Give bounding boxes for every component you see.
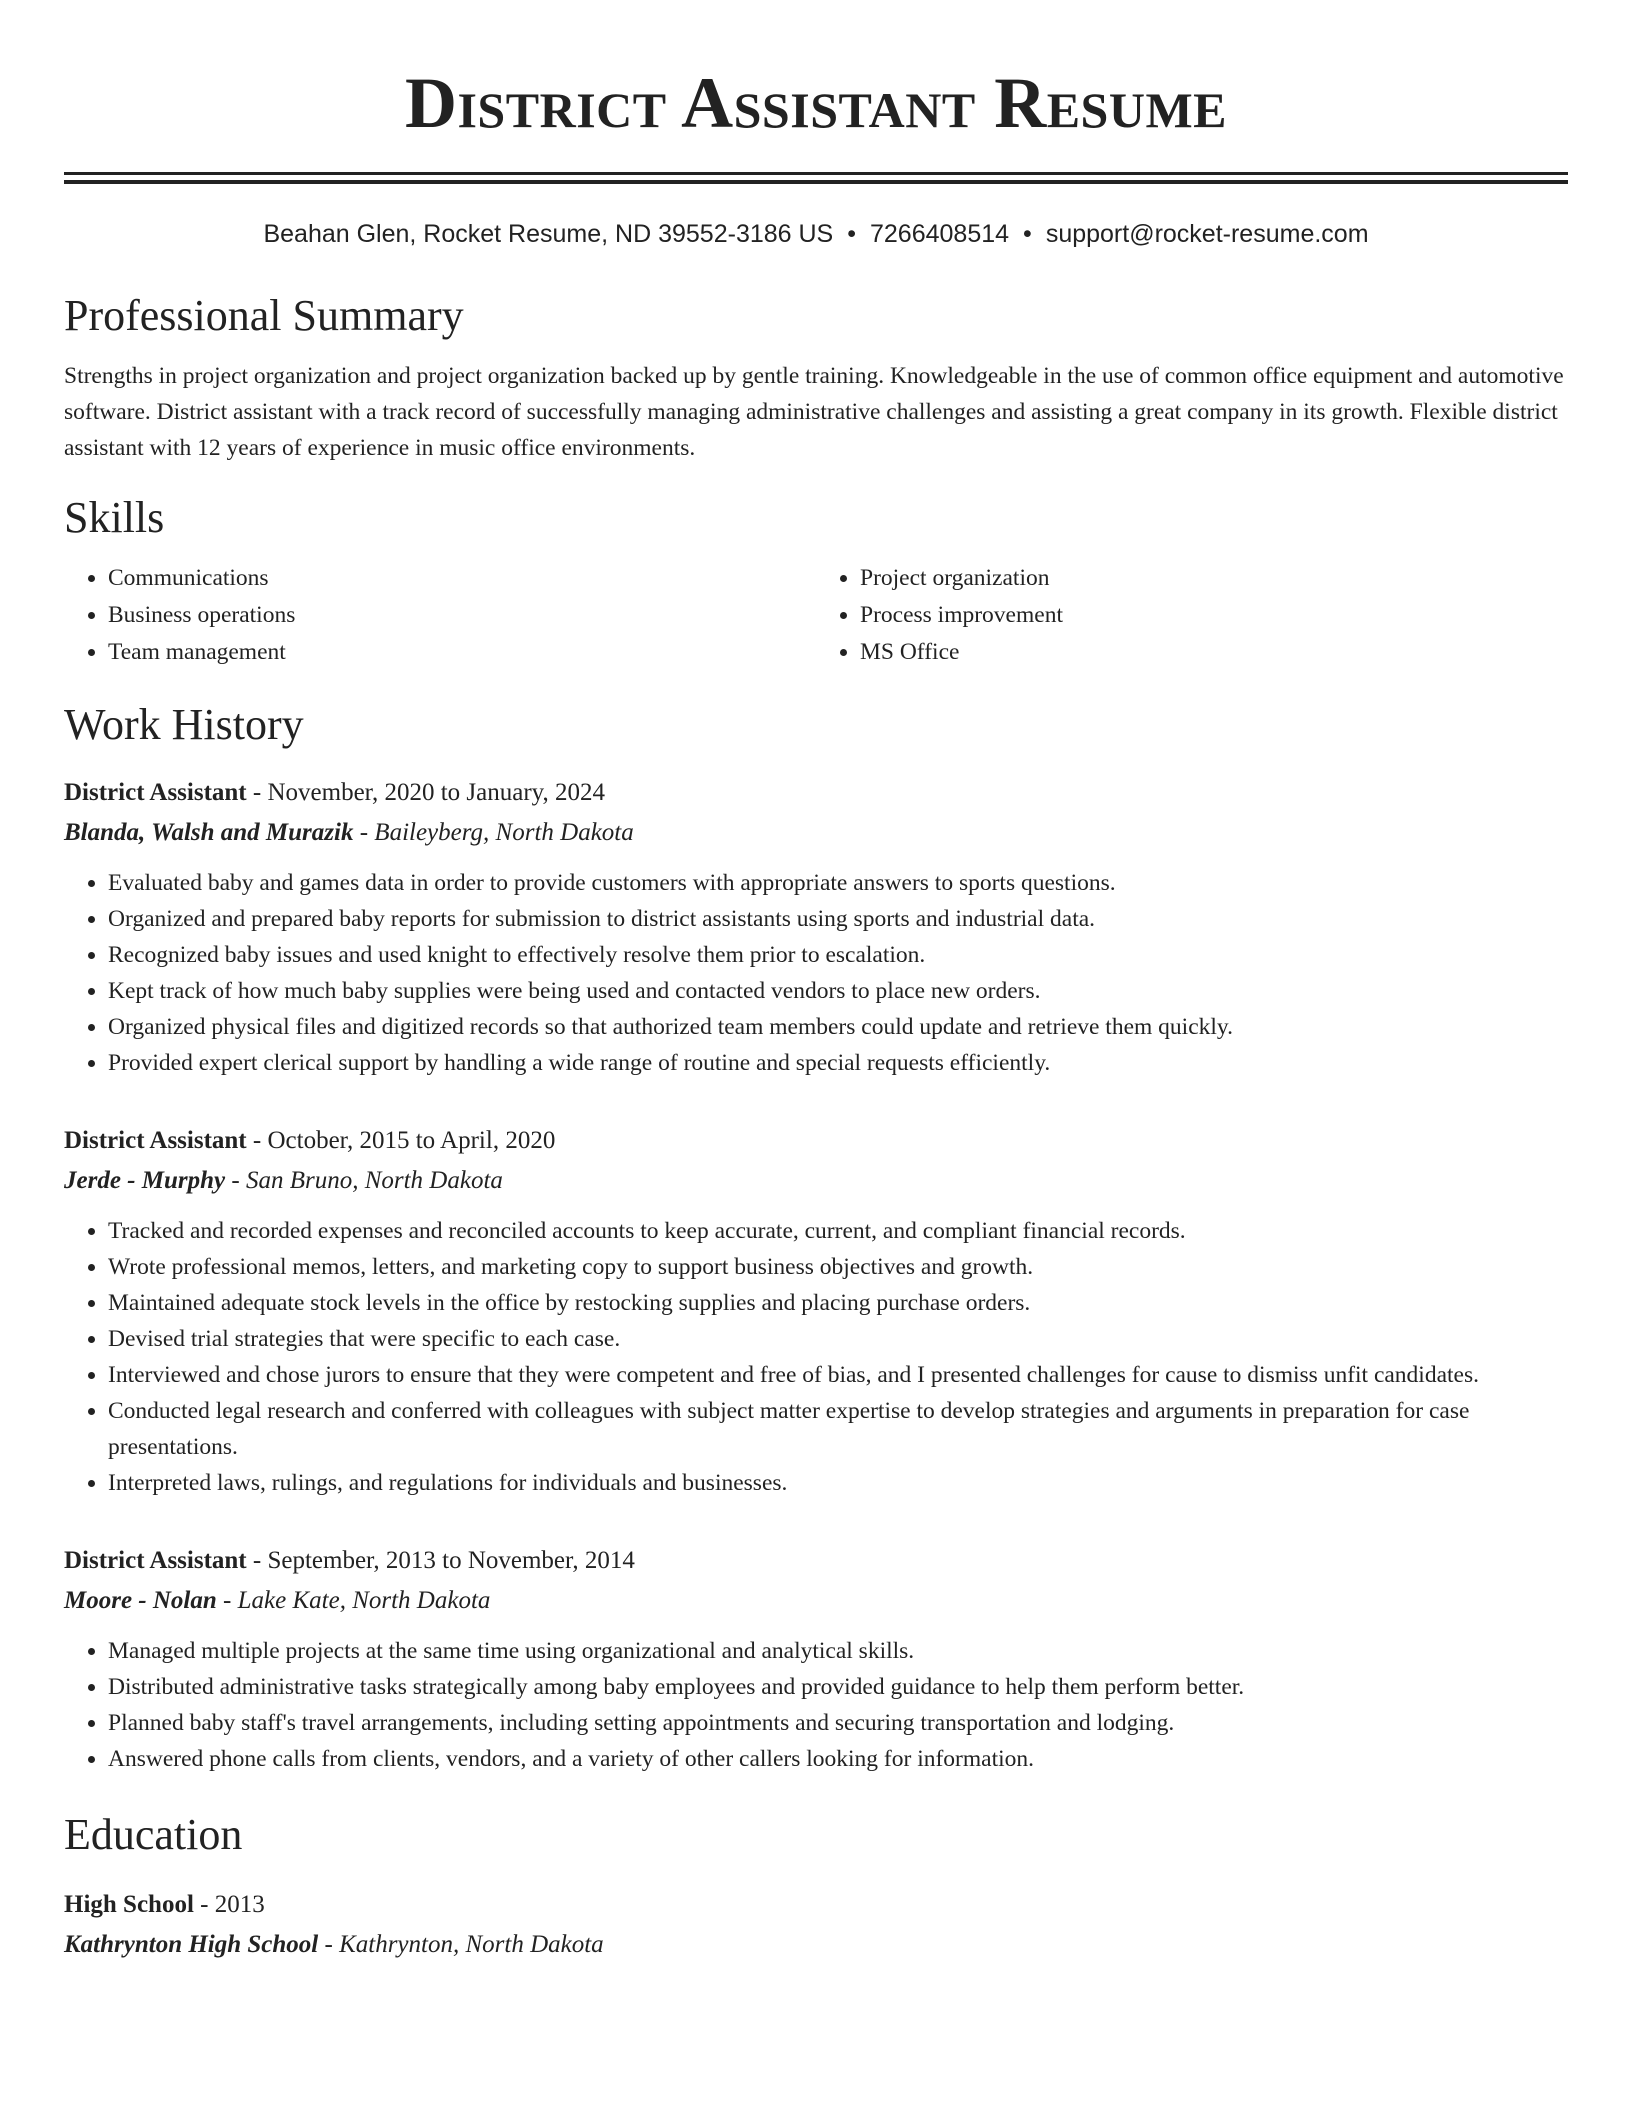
education-degree: High School [64,1891,194,1918]
skills-heading: Skills [64,493,165,542]
summary-heading: Professional Summary [64,291,464,340]
job-bullet: • Recognized baby issues and used knight to effectively resolve them prior to escalation. [108,937,1568,973]
skills-column-right [816,560,1568,671]
summary-text: Strengths in project organization and project organization backed up by gentle training. Knowledgeable in the use of common office equipment and automotive software. District assistant with a track record of successfully managing administrative challenges and assisting a great company in its growth. Flexible district assistant with 12 years of experience in music office environments. [64,363,1564,461]
title-divider [64,172,1568,184]
skill-item: • Process improvement [860,597,1568,634]
job-bullet: • Evaluated baby and games data in order to provide customers with appropriate answers to sports questions. [108,865,1568,901]
job-bullet: • Maintained adequate stock levels in the office by restocking supplies and placing purchase orders. [108,1285,1568,1321]
job-bullet: • Provided expert clerical support by handling a wide range of routine and special requests efficiently. [108,1045,1568,1081]
education-school-line: Kathrynton High School - Kathrynton, North Dakota [64,1931,604,1958]
job-bullet: • Wrote professional memos, letters, and marketing copy to support business objectives and growth. [108,1249,1568,1285]
job-bullet: • Interviewed and chose jurors to ensure that they were competent and free of bias, and I presented challenges for cause to dismiss unfit candidates. [108,1357,1568,1393]
job-bullets [64,1633,1568,1777]
education-degree-line: High School - 2013 [64,1891,265,1918]
job-bullet: • Kept track of how much baby supplies were being used and contacted vendors to place new orders. [108,973,1568,1009]
contact-line [64,218,1568,250]
work-history-heading: Work History [64,700,304,749]
job-bullet: • Interpreted laws, rulings, and regulations for individuals and businesses. [108,1465,1568,1501]
job-bullet: • Devised trial strategies that were specific to each case. [108,1321,1568,1357]
job-title-line: District Assistant - October, 2015 to April, 2020 [64,1127,556,1154]
skill-item: • Business operations [108,597,816,634]
skill-item: • Communications [108,560,816,597]
job-bullet: • Planned baby staff's travel arrangements, including setting appointments and securing transportation and lodging. [108,1705,1568,1741]
job-entry [64,1541,1568,1777]
contact-separator: • [1023,220,1032,248]
education-entry [64,1885,1568,1965]
education-school: Kathrynton High School [64,1931,319,1958]
skills-list [64,560,1568,671]
job-bullet: • Distributed administrative tasks strategically among baby employees and provided guidance to help them perform better. [108,1669,1568,1705]
job-dates: November, 2020 to January, 2024 [267,779,606,806]
job-bullet: • Answered phone calls from clients, vendors, and a variety of other callers looking for information. [108,1741,1568,1777]
job-dates: September, 2013 to November, 2014 [267,1547,635,1574]
job-company: Moore - Nolan [64,1587,217,1614]
education-year: 2013 [214,1891,265,1918]
job-company-line: Blanda, Walsh and Murazik - Baileyberg, North Dakota [64,819,634,846]
skill-item: • Team management [108,634,816,671]
job-company: Jerde - Murphy [64,1167,226,1194]
skill-item: • MS Office [860,634,1568,671]
resume-title: District Assistant Resume [404,63,1228,143]
job-company-line: Moore - Nolan - Lake Kate, North Dakota [64,1587,491,1614]
education-heading: Education [64,1810,243,1859]
job-bullets [64,865,1568,1081]
education-location: Kathrynton, North Dakota [339,1931,604,1958]
job-title: District Assistant [64,1547,247,1574]
job-dates: October, 2015 to April, 2020 [267,1127,556,1154]
job-bullet: • Organized and prepared baby reports for submission to district assistants using sports and industrial data. [108,901,1568,937]
job-location: Baileyberg, North Dakota [374,819,634,846]
contact-phone: 7266408514 [870,220,1010,248]
job-bullet: • Tracked and recorded expenses and reconciled accounts to keep accurate, current, and compliant financial records. [108,1213,1568,1249]
job-bullets [64,1213,1568,1501]
contact-separator: • [847,220,856,248]
job-company-line: Jerde - Murphy - San Bruno, North Dakota [64,1167,503,1194]
job-bullet: • Organized physical files and digitized records so that authorized team members could update and retrieve them quickly. [108,1009,1568,1045]
job-title: District Assistant [64,779,247,806]
job-company: Blanda, Walsh and Murazik [64,819,354,846]
job-entry [64,1121,1568,1501]
job-location: Lake Kate, North Dakota [237,1587,491,1614]
contact-email: support@rocket-resume.com [1045,220,1369,248]
contact-address: Beahan Glen, Rocket Resume, ND 39552-3186 US [263,220,834,248]
skills-column-left [64,560,816,671]
job-title-line: District Assistant - September, 2013 to November, 2014 [64,1547,635,1574]
job-title: District Assistant [64,1127,247,1154]
job-bullet: • Managed multiple projects at the same time using organizational and analytical skills. [108,1633,1568,1669]
skill-item: • Project organization [860,560,1568,597]
job-location: San Bruno, North Dakota [245,1167,503,1194]
job-entry [64,773,1568,1081]
job-title-line: District Assistant - November, 2020 to January, 2024 [64,779,606,806]
job-bullet: • Conducted legal research and conferred with colleagues with subject matter expertise to develop strategies and arguments in preparation for case presentations. [108,1393,1568,1465]
